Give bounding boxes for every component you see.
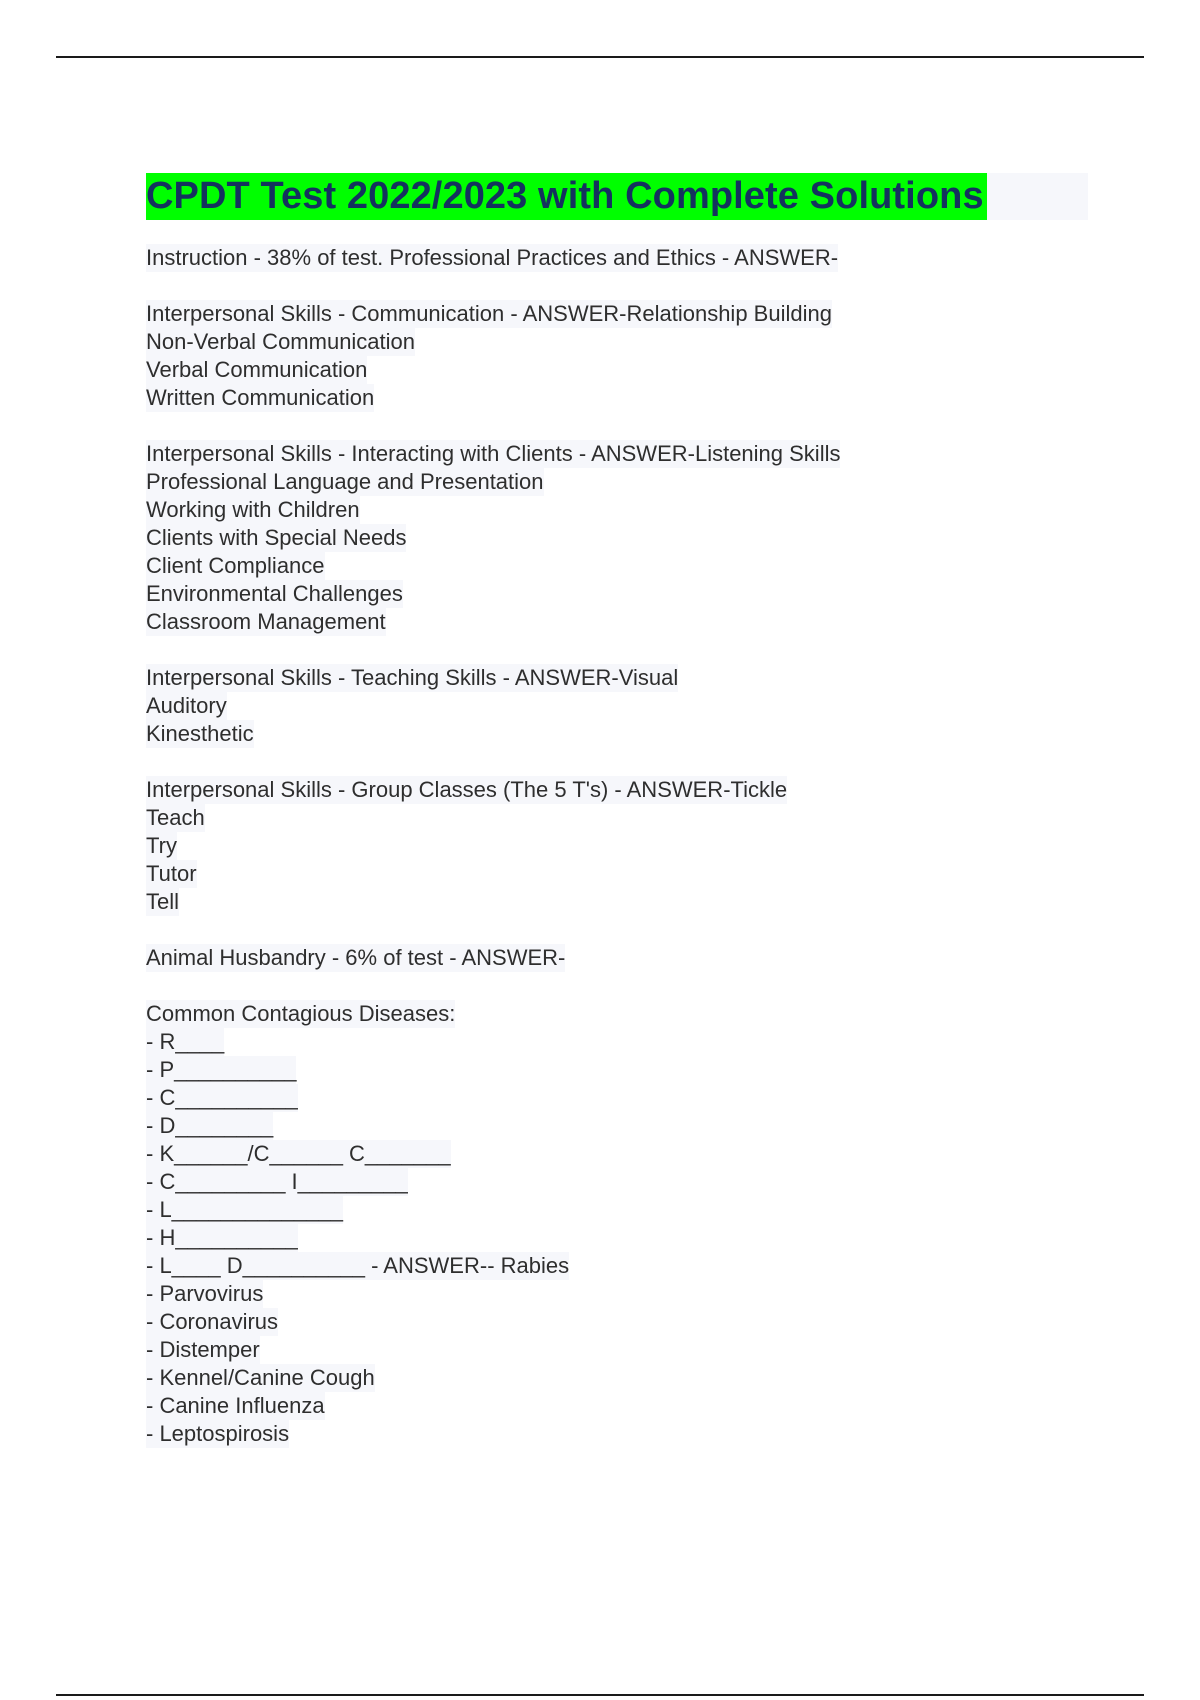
section-group-classes xyxy=(146,776,1146,916)
text-line: - Leptospirosis xyxy=(146,1421,290,1446)
text-line: - H__________ xyxy=(146,1225,298,1250)
text-line: Non-Verbal Communication xyxy=(146,329,416,354)
text-line: Client Compliance xyxy=(146,553,325,578)
text-line: Teach xyxy=(146,805,205,830)
text-line: - C__________ xyxy=(146,1085,298,1110)
text-line: Common Contagious Diseases: xyxy=(146,1001,456,1026)
text-line: - P__________ xyxy=(146,1057,297,1082)
document-body xyxy=(146,244,1146,1448)
text-line: - L______________ xyxy=(146,1197,343,1222)
text-line: Classroom Management xyxy=(146,609,386,634)
text-line: Tell xyxy=(146,889,180,914)
text-line: Kinesthetic xyxy=(146,721,254,746)
text-line: Animal Husbandry - 6% of test - ANSWER- xyxy=(146,945,566,970)
text-line: Interpersonal Skills - Communication - ANSWER-Relationship Building xyxy=(146,301,832,326)
text-line: Verbal Communication xyxy=(146,357,368,382)
text-line: - R____ xyxy=(146,1029,225,1054)
text-line: Tutor xyxy=(146,861,197,886)
text-line: - Canine Influenza xyxy=(146,1393,325,1418)
section-contagious-diseases xyxy=(146,1000,1146,1448)
text-line: Interpersonal Skills - Interacting with Clients - ANSWER-Listening Skills xyxy=(146,441,841,466)
text-line: Clients with Special Needs xyxy=(146,525,407,550)
text-line: Interpersonal Skills - Teaching Skills - ANSWER-Visual xyxy=(146,665,679,690)
text-line: Instruction - 38% of test. Professional Practices and Ethics - ANSWER- xyxy=(146,245,839,270)
text-line: - Distemper xyxy=(146,1337,260,1362)
section-communication xyxy=(146,300,1146,412)
text-line: - D________ xyxy=(146,1113,274,1138)
text-line: - L____ D__________ - ANSWER-- Rabies xyxy=(146,1253,570,1278)
header-rule xyxy=(56,56,1144,58)
section-animal-husbandry xyxy=(146,944,1146,972)
text-line: Auditory xyxy=(146,693,227,718)
text-line: - Kennel/Canine Cough xyxy=(146,1365,375,1390)
text-line: - Coronavirus xyxy=(146,1309,279,1334)
text-line: Try xyxy=(146,833,177,858)
section-teaching-skills xyxy=(146,664,1146,748)
footer-rule xyxy=(56,1694,1144,1696)
text-line: Interpersonal Skills - Group Classes (The 5 T's) - ANSWER-Tickle xyxy=(146,777,788,802)
text-line: - Parvovirus xyxy=(146,1281,264,1306)
section-instruction xyxy=(146,244,1146,272)
section-interacting-with-clients xyxy=(146,440,1146,636)
text-line: Professional Language and Presentation xyxy=(146,469,544,494)
text-line: Environmental Challenges xyxy=(146,581,403,606)
document-title: CPDT Test 2022/2023 with Complete Solutions xyxy=(146,173,987,220)
text-line: - C_________ I_________ xyxy=(146,1169,408,1194)
text-line: Written Communication xyxy=(146,385,375,410)
text-line: - K______/C______ C_______ xyxy=(146,1141,451,1166)
text-line: Working with Children xyxy=(146,497,360,522)
